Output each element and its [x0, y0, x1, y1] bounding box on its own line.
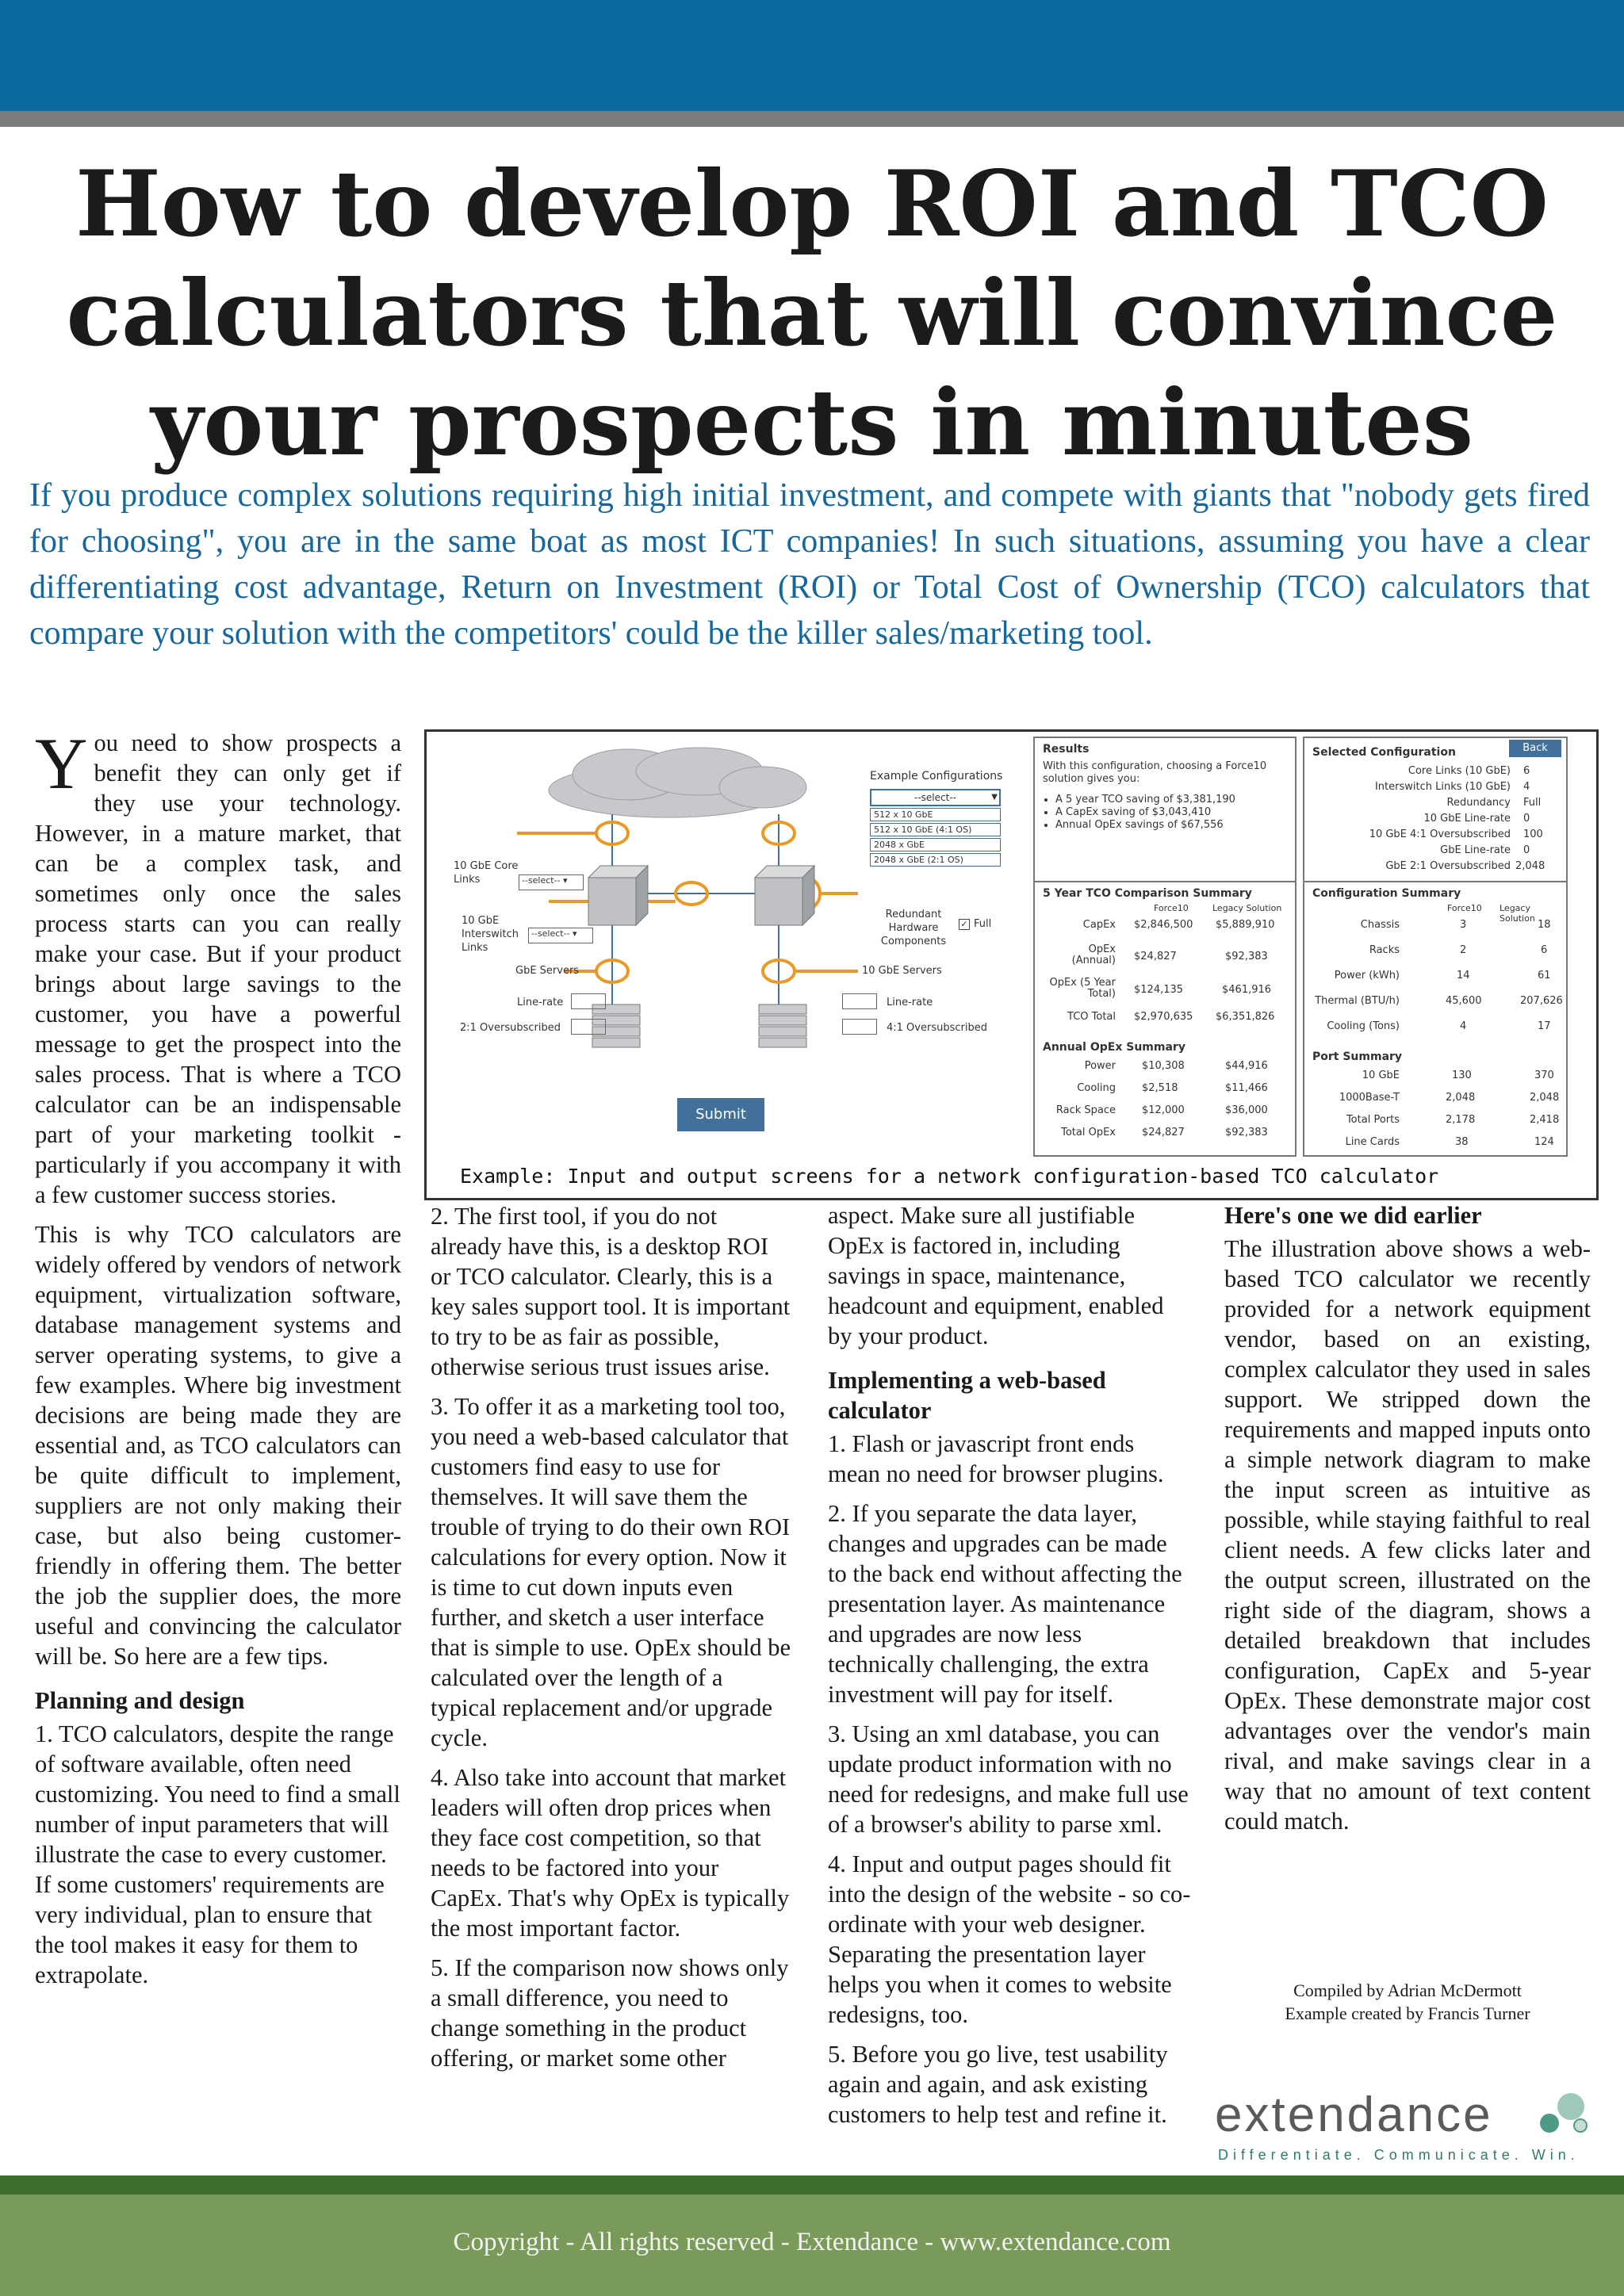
config-summary — [1304, 881, 1566, 1163]
oversub-2-label: 2:1 Oversubscribed — [460, 1022, 561, 1034]
configuration-panel — [1303, 737, 1568, 1157]
tco-heading: 5 Year TCO Comparison Summary — [1043, 887, 1252, 900]
example-config-select-value: --select-- — [914, 792, 956, 803]
logo-bubble-icon — [1557, 2093, 1584, 2120]
col4-paragraph-1: The illustration above shows a web-based TCO calculator we recently provided for a network equipment vendor, based on an existing, complex calculator they used in sales support. We stripped down the requirements and mapped inputs onto a simple network diagram to make the input screen as intuitive as possible, while staying faithful to real client needs. A few clicks later and the output screen, illustrated on the right side of the diagram, shows a detailed breakdown that includes configuration, CapEx and 5-year OpEx. These demonstrate major cost advantages over the vendor's main rival, and make savings clear in a way that no amount of text content could match. — [1224, 1235, 1591, 1835]
col3-paragraph-5: 4. Input and output pages should fit into the design of the website - so co-ordinate with your web designer. Separating the presentation layer helps you when it comes to website redesigns, too. — [828, 1850, 1191, 2028]
config-option[interactable]: 2048 x GbE — [870, 838, 1001, 851]
chevron-down-icon: ▼ — [991, 793, 998, 802]
summary-row: Power (kWh) 14 61 — [1334, 970, 1551, 982]
selected-config-heading: Selected Configuration — [1312, 746, 1456, 759]
line-rate-right-label: Line-rate — [887, 997, 933, 1008]
logo-bubble-icon — [1573, 2118, 1588, 2133]
drop-cap: Y — [35, 723, 88, 804]
line-rate-label: Line-rate — [517, 997, 564, 1008]
config-row: 10 GbE 4:1 Oversubscribed 100 — [1369, 828, 1543, 840]
config-col-b: Legacy Solution — [1500, 903, 1535, 924]
column-1 — [35, 723, 401, 1999]
summary-row: Cooling (Tons) 4 17 — [1327, 1020, 1551, 1032]
credits — [1224, 1979, 1591, 2025]
config-option[interactable]: 512 x 10 GbE — [870, 808, 1001, 821]
port-row: Line Cards 38 124 — [1345, 1136, 1554, 1148]
config-row: Core Links (10 GbE) 6 — [1408, 765, 1530, 777]
config-row: GbE Line-rate 0 — [1440, 844, 1530, 856]
tco-row: OpEx (5 Year Total) $124,135 $461,916 — [1049, 977, 1272, 1000]
title-line-2: calculators that will convince — [66, 260, 1558, 366]
col2-paragraph-2: 3. To offer it as a marketing tool too, you need a web-based calculator that customers find easy to use for themselves. It will save them the trouble of trying to do their own ROI calculations for every option. Now it is time to cut down inputs even further, and sketch a user interface that is simple to use. OpEx should be calculated over the length of a typical replacement and/or upgrade cycle. — [431, 1393, 791, 1751]
results-bullet: • A 5 year TCO saving of $3,381,190 — [1055, 794, 1287, 806]
port-row: 1000Base-T 2,048 2,048 — [1339, 1092, 1560, 1104]
column-2 — [431, 1201, 794, 2083]
tco-col-headers — [1043, 903, 1287, 919]
gbe-line-rate-input[interactable] — [571, 993, 606, 1009]
gbe-servers-label: GbE Servers — [515, 965, 580, 977]
opex-row: Power $10,308 $44,916 — [1084, 1060, 1268, 1072]
config-row: Redundancy Full — [1446, 797, 1542, 809]
back-button[interactable]: Back — [1509, 740, 1561, 757]
full-checkbox[interactable]: ✓ — [959, 919, 970, 930]
redundant-label: Redundant Hardware Components — [880, 909, 947, 947]
col3-paragraph-4: 3. Using an xml database, you can update product information with no need for redesigns, and make full use of a browser's ability to parse xml. — [828, 1720, 1189, 1838]
col3-paragraph-1: aspect. Make sure all justifiable OpEx is factored in, including savings in space, maintenance, headcount and equipment, enabled by your product. — [828, 1202, 1164, 1349]
column-4 — [1224, 1200, 1591, 1846]
credit-line-1: Compiled by Adrian McDermott — [1293, 1980, 1522, 2000]
example-configs-label: Example Configurations — [870, 770, 1003, 783]
col2-paragraph-4: 5. If the comparison now shows only a small difference, you need to change something in the product offering, or market some other — [431, 1954, 789, 2072]
results-bullet: • A CapEx saving of $3,043,410 — [1055, 806, 1287, 819]
config-col-a: Force10 — [1447, 903, 1482, 913]
col3-paragraph-6: 5. Before you go live, test usability again and again, and ask existing customers to help test and refine it. — [828, 2041, 1168, 2128]
tco-row: OpEx (Annual) $24,827 $92,383 — [1071, 943, 1268, 966]
opex-row: Total OpEx $24,827 $92,383 — [1061, 1127, 1268, 1138]
full-label: Full — [974, 918, 992, 930]
summary-row: Thermal (BTU/h) 45,600 207,626 — [1315, 995, 1563, 1007]
config-row: Interswitch Links (10 GbE) 4 — [1374, 781, 1530, 793]
interswitch-select[interactable]: --select-- ▾ — [528, 928, 593, 943]
col3-paragraph-2: 1. Flash or javascript front ends mean no need for browser plugins. — [828, 1430, 1164, 1487]
planning-heading: Planning and design — [35, 1687, 245, 1714]
results-panel — [1033, 737, 1297, 1157]
tco-row: CapEx $2,846,500 $5,889,910 — [1082, 919, 1275, 931]
core-links-label: 10 GbE Core Links — [454, 860, 519, 886]
footer-stripe — [0, 2175, 1624, 2195]
footer-bar — [0, 2195, 1624, 2296]
interswitch-select-value: --select-- — [531, 928, 570, 939]
port-row: 10 GbE 130 370 — [1362, 1070, 1554, 1081]
example-config-select[interactable] — [870, 789, 1001, 806]
summary-row: Racks 2 6 — [1369, 944, 1548, 956]
logo-wordmark: extendance — [1215, 2087, 1493, 2142]
gbe-oversub-input[interactable] — [571, 1019, 606, 1035]
title-line-3: your prospects in minutes — [150, 369, 1474, 476]
tco-col-a: Force10 — [1154, 903, 1189, 913]
config-row: 10 GbE Line-rate 0 — [1423, 813, 1530, 825]
results-heading: Results — [1043, 743, 1090, 756]
interswitch-label: 10 GbE Interswitch Links — [462, 915, 519, 954]
column-3 — [828, 1200, 1191, 2139]
config-options-list — [870, 808, 1001, 867]
col2-paragraph-1: 2. The first tool, if you do not already have this, is a desktop ROI or TCO calculator. Clearly, this is a key sales support tool. It is important to try to be as fair as possible, otherwise serious trust issues arise. — [431, 1203, 791, 1380]
selected-config-rows — [1312, 765, 1558, 876]
switch-icon-left — [588, 866, 648, 925]
page-title — [48, 149, 1576, 477]
results-bullet: • Annual OpEx savings of $67,556 — [1055, 819, 1287, 832]
results-top — [1035, 738, 1295, 836]
tengbe-oversub-input[interactable] — [842, 1019, 877, 1035]
config-row: GbE 2:1 Oversubscribed 2,048 — [1385, 860, 1545, 872]
col3-paragraph-3: 2. If you separate the data layer, changes and upgrades can be made to the back end without affecting the presentation layer. As maintenance and upgrades are now less technically challenging, the extra investment will pay for itself. — [828, 1500, 1182, 1708]
submit-button[interactable]: Submit — [677, 1098, 764, 1131]
figure-caption: Example: Input and output screens for a network configuration-based TCO calculator — [460, 1165, 1439, 1188]
switch-icon-right — [755, 866, 814, 925]
results-desc: With this configuration, choosing a Force10 solution gives you: — [1043, 760, 1267, 785]
col1-paragraph-3: 1. TCO calculators, despite the range of software available, often need customizing. You need to find a small number of input parameters that will illustrate the case to every customer. If some customers' requirements are very individual, plan to ensure that the tool makes it easy for them to extrapolate. — [35, 1720, 400, 1988]
tengbe-servers-label: 10 GbE Servers — [862, 965, 942, 977]
config-col-headers — [1312, 903, 1558, 924]
config-option[interactable]: 512 x 10 GbE (4:1 OS) — [870, 823, 1001, 836]
selected-config — [1304, 738, 1566, 884]
cloud-icon — [549, 748, 806, 817]
earlier-heading: Here's one we did earlier — [1224, 1202, 1482, 1229]
results-bullets — [1043, 794, 1287, 832]
summary-row: Chassis 3 18 — [1360, 919, 1551, 931]
core-links-select[interactable]: --select-- ▾ — [519, 874, 584, 890]
opex-heading: Annual OpEx Summary — [1043, 1041, 1185, 1054]
oversub-4-label: 4:1 Oversubscribed — [887, 1022, 987, 1034]
logo-bubble-icon — [1540, 2114, 1559, 2133]
tco-col-b: Legacy Solution — [1212, 903, 1282, 913]
col1-paragraph-2: This is why TCO calculators are widely offered by vendors of network equipment, virtualization software, database management systems and server operating systems, to give a few examples. Where big investment decisions are being made they are essential and, as TCO calculators can be quite difficult to implement, suppliers are not only making their case, but also being customer-friendly in offering them. The better the job the supplier does, the more useful and convincing the calculator will be. So here are a few tips. — [35, 1221, 401, 1670]
intro-paragraph: If you produce complex solutions requiring high initial investment, and compete with giants that "nobody gets fired for choosing", you are in the same boat as most ICT companies! In such situations, assuming you have a clear differentiating cost advantage, Return on Investment (ROI) or Total Cost of Ownership (TCO) calculators that compare your solution with the competitors' could be the killer sales/marketing tool. — [29, 477, 1590, 652]
tengbe-line-rate-input[interactable] — [842, 993, 877, 1009]
opex-row: Cooling $2,518 $11,466 — [1077, 1082, 1268, 1094]
header-stripe — [0, 111, 1624, 127]
tco-row: TCO Total $2,970,635 $6,351,826 — [1067, 1011, 1275, 1023]
implementing-heading: Implementing a web-based calculator — [828, 1367, 1106, 1424]
config-summary-heading: Configuration Summary — [1312, 887, 1461, 900]
tco-summary — [1035, 881, 1295, 1154]
col2-paragraph-3: 4. Also take into account that market leaders will often drop prices when they face cost competition, so that needs to be factored into your CapEx. That's why OpEx is typically the most important factor. — [431, 1764, 790, 1942]
opex-row: Rack Space $12,000 $36,000 — [1055, 1104, 1268, 1116]
config-option[interactable]: 2048 x GbE (2:1 OS) — [870, 853, 1001, 867]
credit-line-2: Example created by Francis Turner — [1285, 2003, 1530, 2023]
tco-calculator-figure — [424, 729, 1599, 1200]
col1-p1-text: ou need to show prospects a benefit they can only get if they use your technology. However, in a mature market, that can be a complex task, and sometimes only once the sales process starts can you can really make your case. But if your product brings about large savings to the customer, you have a powerful message to get the prospect into the sales process. That is where a TCO calculator can be an indispensable part of your marketing toolkit - particularly if you accompany it with a few customer success stories. — [35, 729, 401, 1208]
header-bar — [0, 0, 1624, 111]
port-summary-heading: Port Summary — [1312, 1050, 1403, 1063]
core-links-select-value: --select-- — [522, 875, 561, 886]
port-row: Total Ports 2,178 2,418 — [1346, 1114, 1560, 1126]
title-line-1: How to develop ROI and TCO — [75, 151, 1549, 257]
server-stack-right — [759, 1004, 806, 1047]
copyright-text: Copyright - All rights reserved - Extendance - www.extendance.com — [453, 2228, 1171, 2256]
logo-tagline: Differentiate. Communicate. Win. — [1218, 2147, 1580, 2163]
extendance-logo — [1215, 2087, 1595, 2163]
col1-paragraph-1 — [35, 723, 401, 1210]
